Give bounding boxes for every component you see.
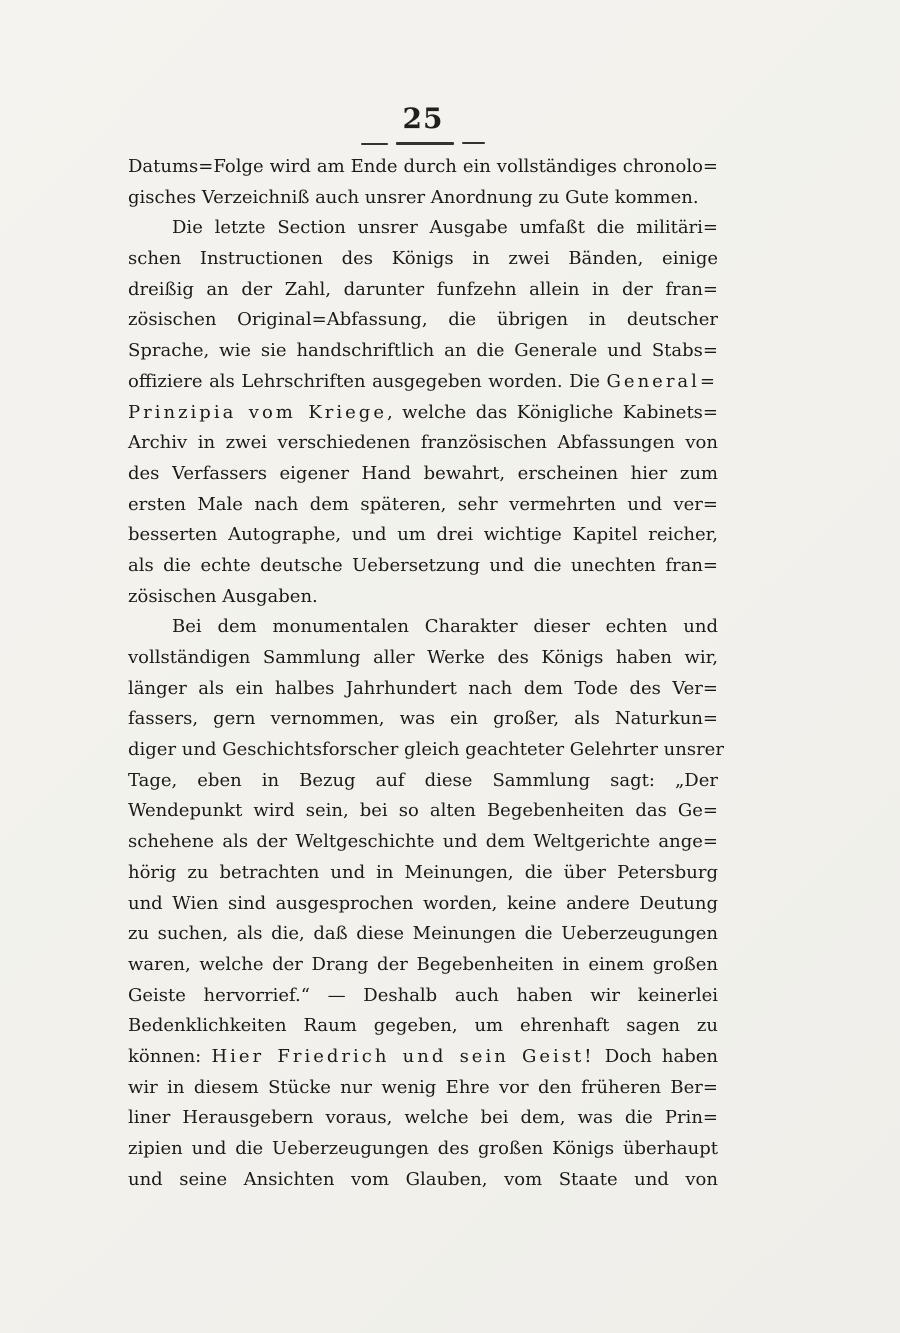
text-segment: offiziere als Lehrschriften ausgegeben worden. Die (128, 370, 607, 392)
text-segment: Die letzte Section unsrer Ausgabe umfaßt die militäri= (172, 217, 718, 239)
text-line (128, 367, 718, 398)
text-segment: Datums=Folge wird am Ende durch ein vollständiges chronolo= (128, 156, 718, 177)
rule-segment (361, 143, 388, 145)
rule-segment (396, 142, 454, 145)
text-line (128, 858, 718, 889)
text-segment: und seine Ansichten vom Glauben, vom Staate und von (128, 1168, 718, 1190)
text-line (128, 244, 718, 275)
text-segment: länger als ein halbes Jahrhundert nach dem Tode des Ver= (128, 677, 718, 699)
text-segment: zösischen Original=Abfassung, die übrigen in deutscher (128, 309, 718, 331)
text-line (128, 612, 718, 643)
text-line (128, 305, 718, 336)
text-line (128, 1134, 718, 1165)
text-line (128, 796, 718, 827)
text-line (128, 152, 718, 183)
text-segment: können: (128, 1045, 212, 1067)
text-line (128, 827, 718, 858)
text-line (128, 735, 724, 766)
text-segment: als die echte deutsche Uebersetzung und die unechten fran= (128, 554, 718, 576)
emphasized-text-gesperrt: Hier Friedrich und sein Geist! (211, 1045, 595, 1067)
text-line (128, 889, 718, 920)
page-number-rule (128, 141, 718, 145)
text-line (128, 551, 718, 582)
text-segment: Bedenklichkeiten Raum gegeben, um ehrenhaft sagen zu (128, 1015, 718, 1037)
text-line (128, 520, 718, 551)
text-line (128, 1073, 718, 1104)
text-line (128, 490, 718, 521)
text-segment: schen Instructionen des Königs in zwei Bänden, einige (128, 248, 718, 270)
text-segment: und Wien sind ausgesprochen worden, keine andere Deutung (128, 892, 718, 914)
text-segment: zösischen Ausgaben. (128, 585, 318, 607)
text-line (128, 213, 718, 244)
text-segment: Sprache, wie sie handschriftlich an die Generale und Stabs= (128, 340, 718, 362)
text-line (128, 183, 718, 214)
page-number: 25 (402, 102, 444, 135)
text-segment: besserten Autographe, und um drei wichtige Kapitel reicher, (128, 524, 718, 546)
text-segment: Geiste hervorrief.“ — Deshalb auch haben wir keinerlei (128, 984, 718, 1006)
text-line (128, 1165, 718, 1196)
text-segment: Bei dem monumentalen Charakter dieser echten und (172, 616, 718, 638)
text-segment: zipien und die Ueberzeugungen des großen Königs überhaupt (128, 1138, 718, 1159)
text-segment: waren, welche der Drang der Begebenheiten in einem großen (128, 953, 718, 975)
text-segment: Wendepunkt wird sein, bei so alten Begebenheiten das Ge= (128, 800, 718, 822)
text-line (128, 674, 718, 705)
text-segment: Archiv in zwei verschiedenen französischen Abfassungen von (128, 432, 718, 454)
rule-segment (462, 142, 485, 144)
text-segment: wir in diesem Stücke nur wenig Ehre vor den früheren Ber= (128, 1076, 718, 1098)
text-line (128, 1103, 718, 1134)
text-line (128, 643, 718, 674)
text-line (128, 398, 718, 429)
text-segment: liner Herausgebern voraus, welche bei dem, was die Prin= (128, 1107, 718, 1129)
text-segment: zu suchen, als die, daß diese Meinungen die Ueberzeugungen (128, 923, 718, 945)
text-segment: dreißig an der Zahl, darunter funfzehn allein in der fran= (128, 278, 718, 300)
text-segment: des Verfassers eigener Hand bewahrt, erscheinen hier zum (128, 462, 718, 484)
text-line (128, 1042, 718, 1073)
text-segment: ersten Male nach dem späteren, sehr vermehrten und ver= (128, 493, 718, 515)
emphasized-text-gesperrt: Prinzipia vom Kriege (128, 401, 387, 423)
text-block (128, 152, 724, 1195)
text-segment: fassers, gern vernommen, was ein großer, als Naturkun= (128, 708, 718, 730)
text-line (128, 1011, 718, 1042)
text-segment: schehene als der Weltgeschichte und dem Weltgerichte ange= (128, 831, 718, 853)
text-segment: vollständigen Sammlung aller Werke des Königs haben wir, (128, 647, 718, 668)
text-line (128, 919, 718, 950)
text-line (128, 704, 718, 735)
text-line (128, 275, 718, 306)
emphasized-text-gesperrt: General= (606, 370, 718, 392)
text-line (128, 459, 718, 490)
text-line (128, 336, 718, 367)
text-line (128, 981, 718, 1012)
page-header (128, 102, 718, 135)
text-segment: Tage, eben in Bezug auf diese Sammlung sagt: „Der (128, 769, 718, 791)
text-line (128, 766, 718, 797)
text-line (128, 428, 718, 459)
text-segment: , welche das Königliche Kabinets= (386, 401, 718, 423)
text-segment: Doch haben (594, 1045, 718, 1067)
text-segment: gisches Verzeichniß auch unsrer Anordnung zu Gute kommen. (128, 186, 699, 208)
text-segment: hörig zu betrachten und in Meinungen, die über Petersburg (128, 861, 718, 883)
text-line (128, 950, 718, 981)
text-line (128, 582, 718, 613)
text-segment: diger und Geschichtsforscher gleich geachteter Gelehrter unsrer (128, 739, 724, 761)
